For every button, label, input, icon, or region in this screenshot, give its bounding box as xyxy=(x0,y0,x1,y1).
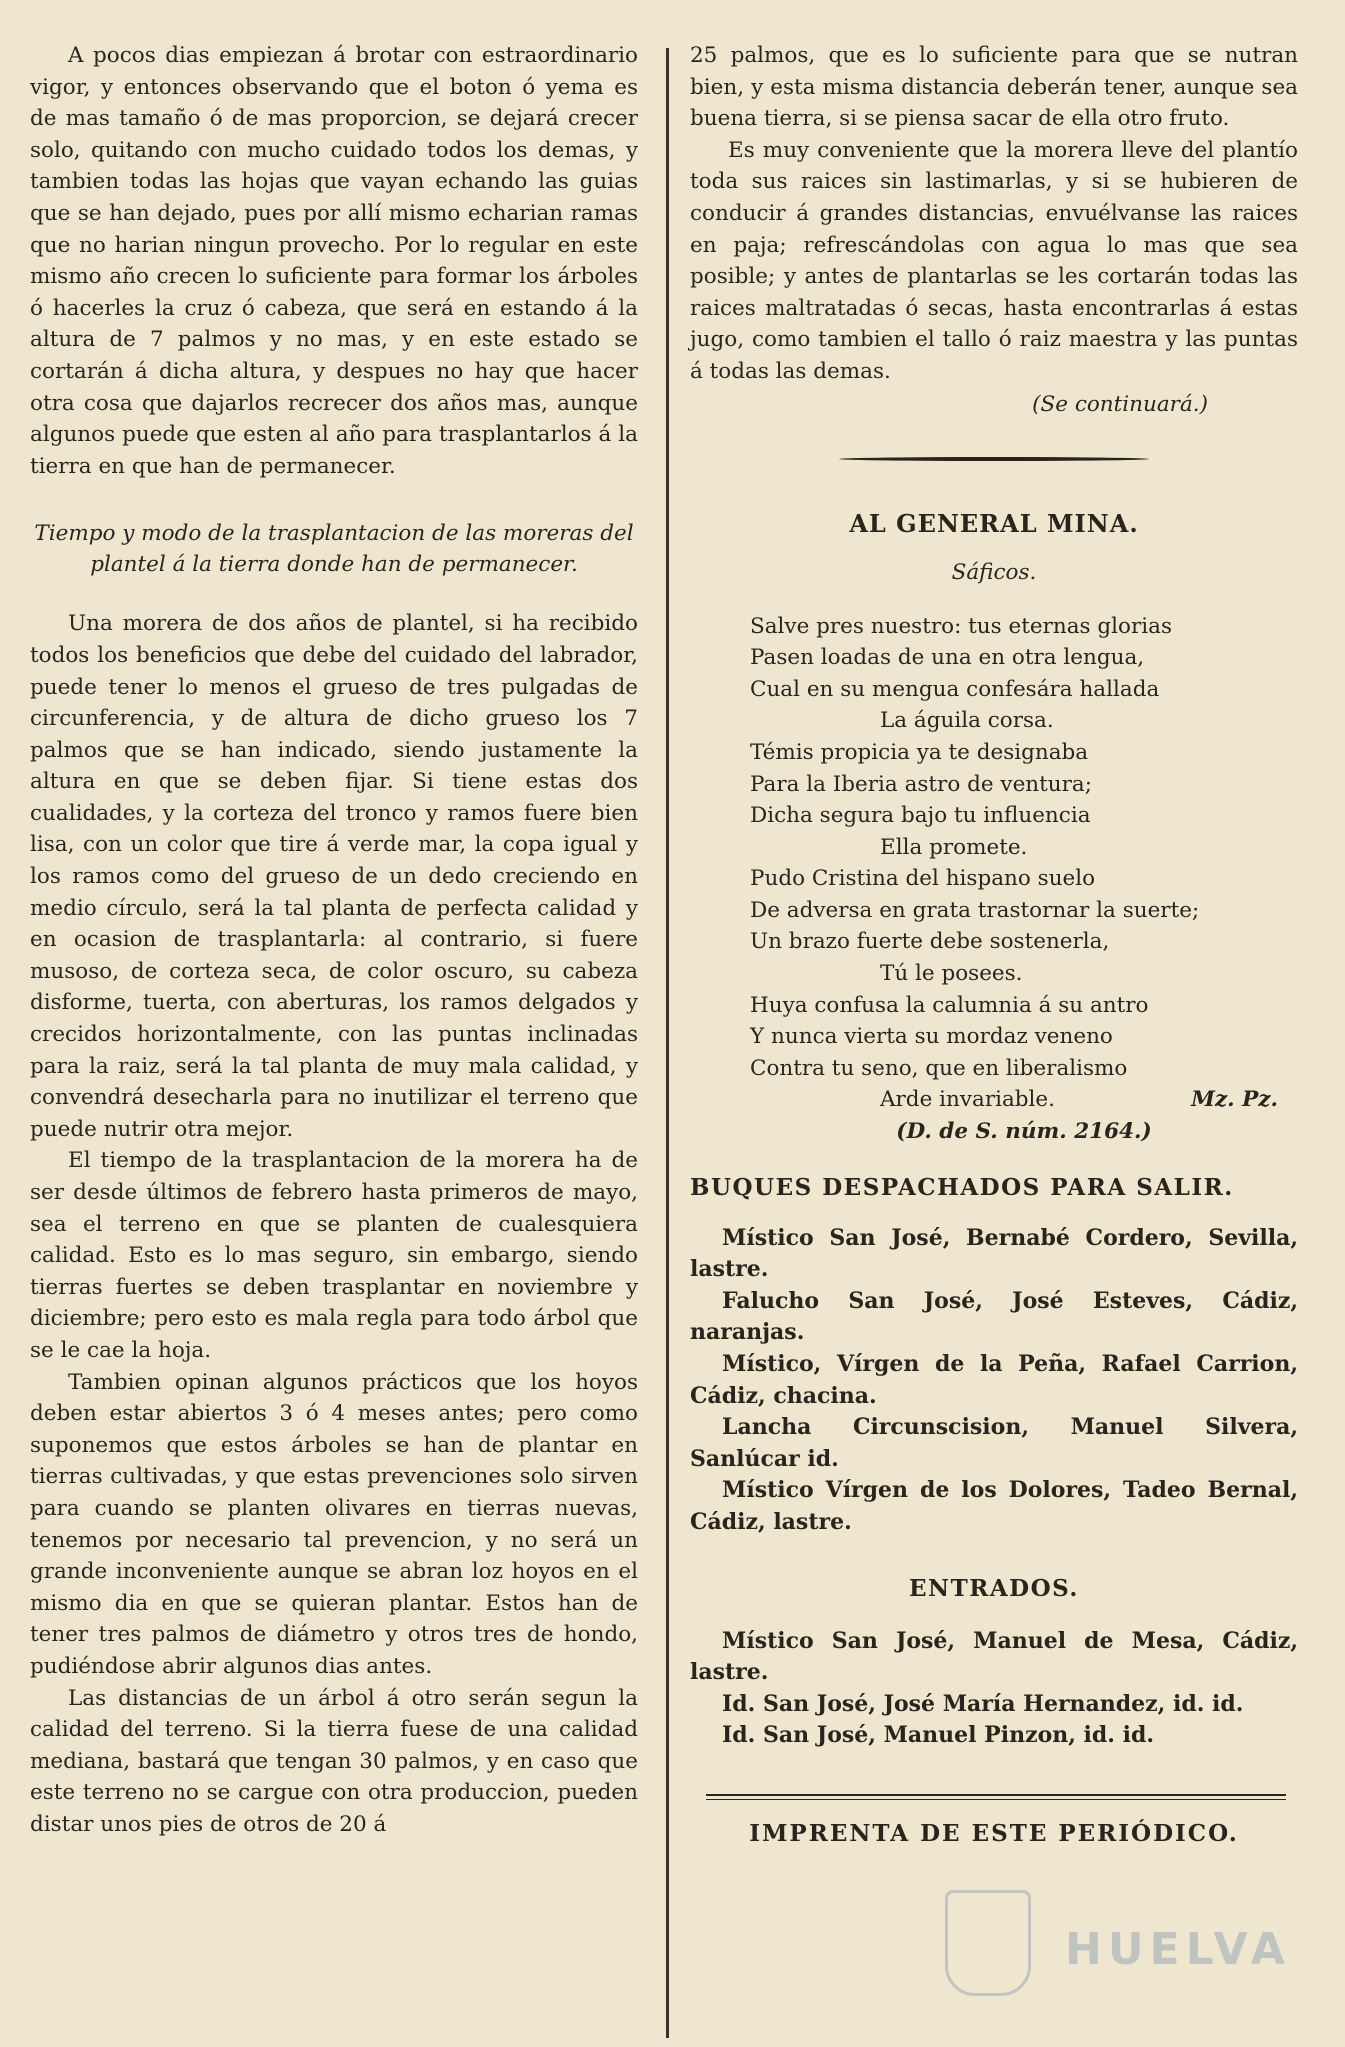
ship-entry: Místico San José, Manuel de Mesa, Cádiz, lastre. xyxy=(690,1627,1298,1686)
paragraph: A pocos dias empiezan á brotar con estraordinario vigor, y entonces observando que el boton ó yema es de mas tamaño ó de mas proporcion, se dejará crecer solo, quitando con mucho cuidado todos los demas, y tambien todas las hojas que vayan echando las guias que se han dejado, pues por allí mismo echarian ramas que no harian ningun provecho. Por lo regular en este mismo año crecen lo suficiente para formar los árboles ó hacerles la cruz ó cabeza, que será en estando á la altura de 7 palmos y no mas, y en este estado se cortarán á dicha altura, y despues no hay que hacer otra cosa que dajarlos recrecer dos años mas, aunque algunos puede que esten al año para trasplantarlos á la tierra en que han de permanecer. xyxy=(30,43,638,479)
poem-line: Témis propicia ya te designaba xyxy=(750,739,1089,765)
buques-list xyxy=(690,1223,1298,1539)
watermark-text: HUELVA xyxy=(1065,1924,1291,1975)
ship-entry: Místico Vírgen de los Dolores, Tadeo Bernal, Cádiz, lastre. xyxy=(690,1477,1298,1535)
poem-subtitle: Sáficos. xyxy=(951,559,1037,585)
poem-signature: Mz. Pz. xyxy=(1191,1087,1278,1113)
poem-last-line: Arde invariable. xyxy=(880,1087,1055,1113)
poem-line: Dicha segura bajo tu influencia xyxy=(750,803,1091,829)
left-column xyxy=(30,40,638,1840)
poem-line: Pasen loadas de una en otra lengua, xyxy=(750,645,1145,671)
poem-title: AL GENERAL MINA. xyxy=(849,508,1139,538)
poem-line: Pudo Cristina del hispano suelo xyxy=(750,866,1096,892)
column-divider xyxy=(666,48,669,2038)
section-heading: Tiempo y modo de la trasplantacion de las moreras del plantel á la tierra donde han de permanecer. xyxy=(34,521,634,578)
paragraph: Es muy conveniente que la morera lleve del plantío toda sus raices sin lastimarlas, y si se hubieren de conducir á grandes distancias, envuélvanse las raices en paja; refrescándolas con agua lo mas que sea posible; y antes de plantarlas se les cortarán todas las raices maltratadas ó secas, hasta encontrarlas á estas jugo, como tambien el tallo ó raiz maestra y las puntas á todas las demas. xyxy=(690,137,1298,384)
right-column xyxy=(690,40,1298,1847)
poem-line: Salve pres nuestro: tus eternas glorias xyxy=(750,613,1172,639)
poem-line: De adversa en grata trastornar la suerte; xyxy=(750,897,1200,923)
ship-entry: Falucho San José, José Esteves, Cádiz, naranjas. xyxy=(690,1287,1298,1346)
entrados-title: ENTRADOS. xyxy=(909,1574,1079,1602)
poem-line: La águila corsa. xyxy=(880,708,1054,734)
poem xyxy=(750,611,1298,1085)
ship-entry: Místico, Vírgen de la Peña, Rafael Carrion, Cádiz, chacina. xyxy=(690,1351,1298,1409)
poem-line: Un brazo fuerte debe sostenerla, xyxy=(750,929,1110,955)
poem-line: Contra tu seno, que en liberalismo xyxy=(750,1055,1128,1081)
poem-signature-line xyxy=(750,1084,1298,1116)
poem-line: Y nunca vierta su mordaz veneno xyxy=(750,1024,1113,1050)
poem-line: Huya confusa la calumnia á su antro xyxy=(750,992,1149,1018)
continuation-note: (Se continuará.) xyxy=(1032,391,1208,417)
poem-line: Tú le posees. xyxy=(880,961,1023,987)
entrados-list xyxy=(690,1626,1298,1752)
poem-line: Para la Iberia astro de ventura; xyxy=(750,771,1092,797)
poem-line: Ella promete. xyxy=(880,834,1028,860)
paragraph: Las distancias de un árbol á otro serán segun la calidad del terreno. Si la tierra fuese de una calidad mediana, bastará que tengan 30 palmos, y en caso que este terreno no se cargue con otra produccion, pueden distar unos pies de otros de 20 á xyxy=(30,1685,638,1837)
paragraph: Una morera de dos años de plantel, si ha recibido todos los beneficios que debe del cuidado del labrador, puede tener lo menos el grueso de tres pulgadas de circunferencia, y de altura de dicho grueso los 7 palmos que se han indicado, siendo justamente la altura en que se deben fijar. Si tiene estas dos cualidades, y la corteza del tronco y ramos fuere bien lisa, con un color que tire á verde mar, la copa igual y los ramos como del grueso de un dedo creciendo en medio círculo, será la tal planta de perfecta calidad y en ocasion de trasplantarla: al contrario, si fuere musoso, de corteza seca, de color oscuro, su cabeza disforme, tuerta, con aberturas, los ramos delgados y crecidos horizontalmente, con las puntas inclinadas para la raiz, será la tal planta de muy mala calidad, y convendrá desecharla para no inutilizar el terreno que puede nutrir otra mejor. xyxy=(30,611,638,1142)
poem-reference: (D. de S. núm. 2164.) xyxy=(896,1119,1152,1145)
ship-entry: Lancha Circunscision, Manuel Silvera, Sanlúcar id. xyxy=(690,1414,1298,1472)
buques-title: BUQUES DESPACHADOS PARA SALIR. xyxy=(690,1173,1234,1201)
paragraph: El tiempo de la trasplantacion de la morera ha de ser desde últimos de febrero hasta primeros de mayo, sea el terreno en que se planten de cualesquiera calidad. Esto es lo mas seguro, sin embargo, siendo tierras fuertes se deben trasplantar en noviembre y diciembre; pero esto es mala regla para todo árbol que se le cae la hoja. xyxy=(30,1148,638,1363)
ship-entry: Id. San José, Manuel Pinzon, id. id. xyxy=(722,1722,1155,1749)
paragraph: 25 palmos, que es lo suficiente para que se nutran bien, y esta misma distancia deberán tener, aunque sea buena tierra, si se piensa sacar de ella otro fruto. xyxy=(690,43,1298,132)
ship-entry: Místico San José, Bernabé Cordero, Sevilla, lastre. xyxy=(690,1224,1298,1283)
ornamental-divider xyxy=(839,457,1149,461)
paragraph: Tambien opinan algunos prácticos que los hoyos deben estar abiertos 3 ó 4 meses antes; pero como suponemos que estos árboles se han de plantar en tierras cultivadas, y que estas prevenciones solo sirven para cuando se planten olivares en tierras nuevas, tenemos por necesario tal prevencion, y no será un grande inconveniente aunque se abran loz hoyos en el mismo dia en que se quieran plantar. Estos han de tener tres palmos de diámetro y otros tres de hondo, pudiéndose abrir algunos dias antes. xyxy=(30,1369,638,1679)
ship-entry: Id. San José, José María Hernandez, id. id. xyxy=(722,1690,1244,1717)
poem-line: Cual en su mengua confesára hallada xyxy=(750,676,1160,702)
imprenta-footer: IMPRENTA DE ESTE PERIÓDICO. xyxy=(749,1819,1239,1847)
shield-icon xyxy=(945,1890,1031,1996)
archive-watermark xyxy=(945,1890,1291,2000)
double-rule xyxy=(706,1794,1286,1800)
